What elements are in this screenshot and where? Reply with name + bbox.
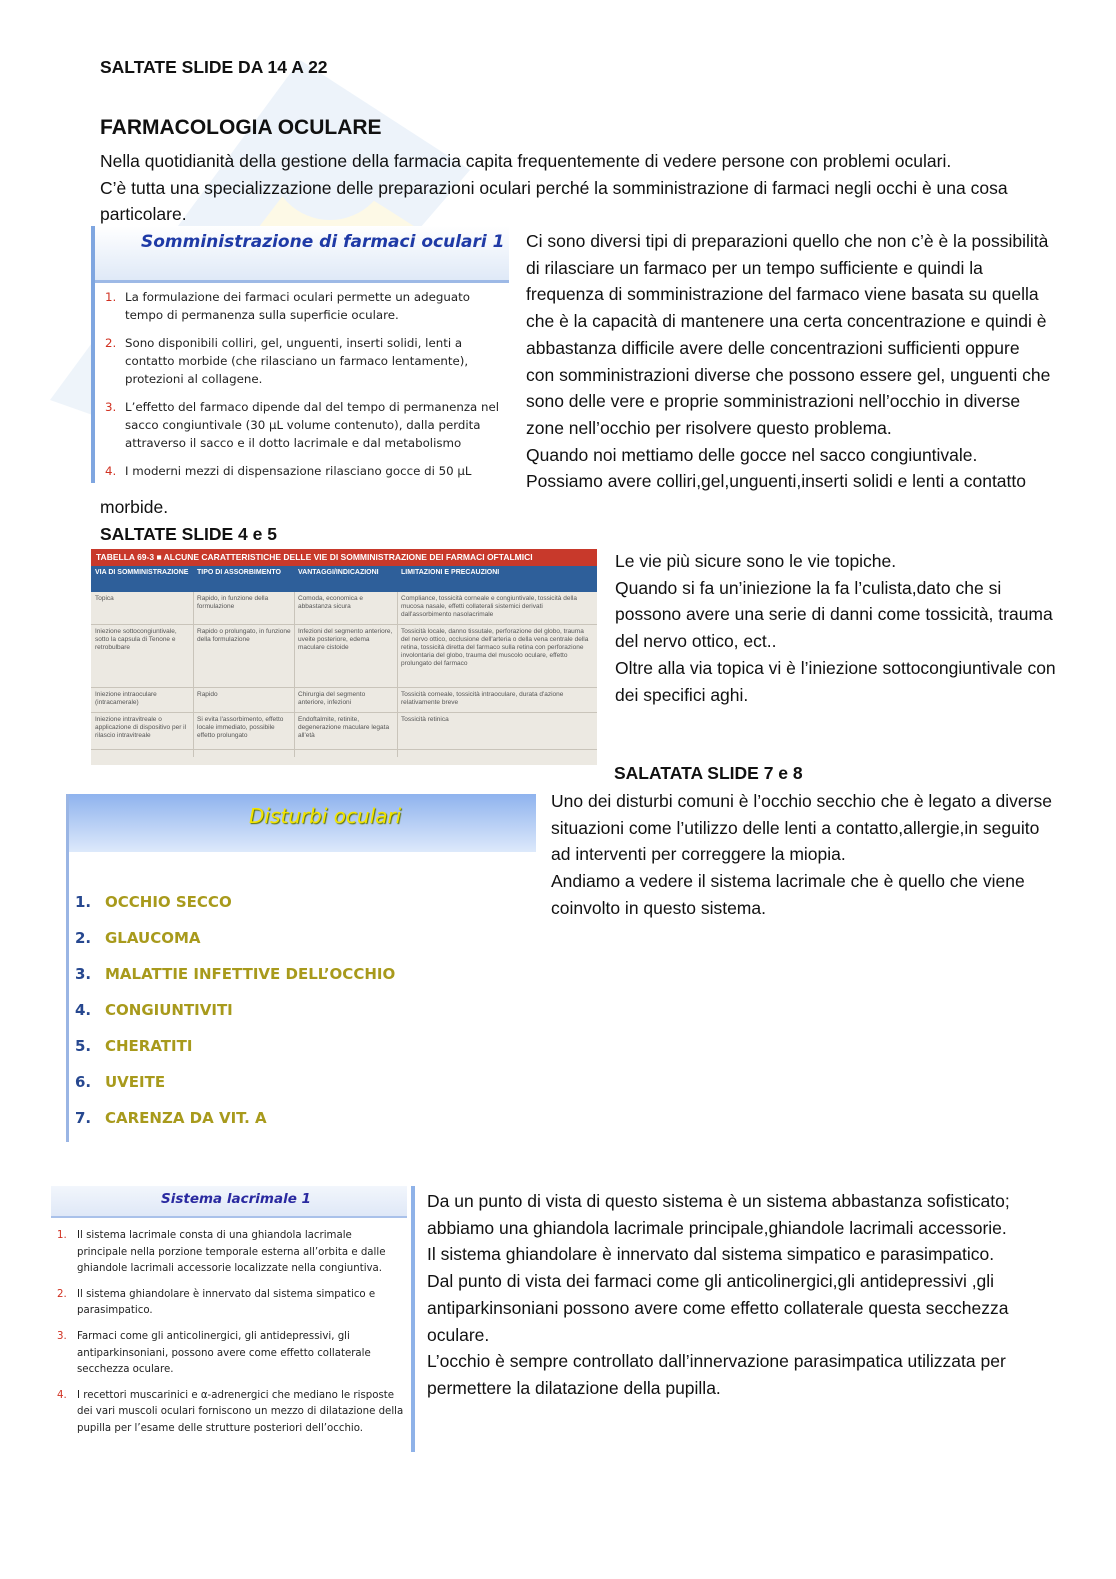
intro-line: particolare. [100,204,187,225]
slide-bullet-list [55,1228,405,1447]
list-item: 3. MALATTIE INFETTIVE DELL’OCCHIO [75,965,396,983]
slide-header [51,1186,407,1218]
text-line: dei specifici aghi. [615,684,749,705]
text-line: L’occhio è sempre controllato dall’innervazione parasimpatica utilizzata per [427,1351,1006,1372]
paragraph-tail: morbide. [100,497,169,517]
paragraph-preparazioni [526,228,1050,495]
text-line: del nervo ottico, ect.. [615,631,777,652]
list-item: 1. OCCHIO SECCO [75,893,232,911]
list-item: 4. CONGIUNTIVITI [75,1001,233,1019]
slide-title: Disturbi oculari [249,804,402,828]
text-line: Le vie più sicure sono le vie topiche. [615,551,897,571]
slide-title: Somministrazione di farmaci oculari 1 [141,232,505,252]
slide-bullet: 3. L’effetto del farmaco dipende dal del tempo di permanenza nel sacco congiuntivale (30 µL volume contenuto), dalla perdita attraverso il sacco e il dotto lacrimale e dal metabolismo [105,400,500,450]
table-header-cell: TIPO DI ASSORBIMENTO [197,569,282,576]
table-header [91,566,597,592]
paragraph-vie [615,548,1056,708]
slide-header [69,794,536,852]
text-line: Ci sono diversi tipi di preparazioni quello che non c’è è la possibilità [526,231,1049,251]
list-item: 6. UVEITE [75,1073,166,1091]
text-line: Dal punto di vista dei farmaci come gli anticolinergici,gli antidepressivi ,gli [427,1271,995,1292]
text-line: oculare. [427,1324,490,1345]
table-row: Iniezione sottocongiuntivale, sotto la capsula di Tenone e retrobulbare Rapido o prolungato, in funzione della formulazione Infezioni del segmento anteriore, uveite posteriore, edema maculare cistoide Tossicità locale, danno tissutale, perforazione del globo, trauma del nervo ottico, occlusione dell'arteria o della vena centrale della retina, tossicità diretta del farmaco sulla retina con perforazione involontaria del globo, trauma del muscolo oculare, effetto prolungato del farmaco [91,625,597,688]
page-title: FARMACOLOGIA OCULARE [100,116,382,139]
slide-bullet: 4. I moderni mezzi di dispensazione rilasciano gocce di 50 µL [105,464,472,478]
list-item: 5. CHERATITI [75,1037,193,1055]
text-line: situazioni come l’utilizzo delle lenti a contatto,allergie,in seguito [551,817,1040,838]
text-line: sono delle vere e proprie somministrazioni nell’occhio in diverse [526,391,1021,412]
list-item: 7. CARENZA DA VIT. A [75,1109,267,1127]
text-line: Uno dei disturbi comuni è l’occhio secchio che è legato a diverse [551,791,1052,811]
disturbi-list [75,884,395,1136]
text-line: Il sistema ghiandolare è innervato dal sistema simpatico e parasimpatico. [427,1244,995,1265]
table-row: Iniezione intraoculare (intracamerale) Rapido Chirurgia del segmento anteriore, infezioni Tossicità corneale, tossicità intraoculare, durata d'azione relativamente breve [91,688,597,713]
text-line: con somministrazioni diverse che possono essere gel, unguenti che [526,364,1051,385]
table-header-cell: VIA DI SOMMINISTRAZIONE [95,569,189,576]
text-line: abbastanza difficile avere delle concentrazioni sufficienti oppure [526,337,1020,358]
slide-title: Sistema lacrimale 1 [161,1191,311,1207]
slide-sistema-lacrimale-image [51,1186,415,1452]
slide-disturbi-image [66,794,536,1142]
paragraph-disturbi [551,788,1052,922]
slide-bullet: 2. Il sistema ghiandolare è innervato dal sistema simpatico e parasimpatico. [57,1288,376,1317]
text-line: frequenza di somministrazione del farmaco viene basata su quella [526,284,1039,305]
intro-line: Nella quotidianità della gestione della farmacia capita frequentemente di vedere persone con problemi oculari. [100,151,952,171]
slide-header [95,226,509,283]
text-line: Quando si fa un’iniezione la fa l’culista,dato che si [615,577,1002,598]
text-line: di rilasciare un farmaco per un tempo sufficiente e quindi la [526,257,983,278]
intro-line: C’è tutta una specializzazione delle preparazioni oculari perché la somministrazione di farmaci negli occhi è una cosa [100,177,1008,198]
slide-somministrazione-image [91,226,513,483]
text-line: zone nell’occhio per risolvere questo problema. [526,417,892,438]
text-line: permettere la dilatazione della pupilla. [427,1377,721,1398]
skipped-slides-note: SALTATE SLIDE DA 14 A 22 [100,57,328,77]
paragraph-sistema [427,1188,1010,1402]
text-line: abbiamo una ghiandola lacrimale principale,ghiandole lacrimali accessorie. [427,1217,1007,1238]
slide-bullet: 1. La formulazione dei farmaci oculari permette un adeguato tempo di permanenza sulla superficie oculare. [105,290,470,322]
text-line: coinvolto in questo sistema. [551,897,766,918]
table-title: TABELLA 69-3 ■ ALCUNE CARATTERISTICHE DELLE VIE DI SOMMINISTRAZIONE DEI FARMACI OFTALMICI [91,549,597,566]
slide-table-image [91,549,597,765]
text-line: che è la capacità di mantenere una certa concentrazione e quindi è [526,311,1047,332]
text-line: Da un punto di vista di questo sistema è un sistema abbastanza sofisticato; [427,1191,1010,1211]
text-line: Oltre alla via topica vi è l’iniezione sottocongiuntivale con [615,657,1056,678]
text-line: Quando noi mettiamo delle gocce nel sacco congiuntivale. [526,444,978,465]
skipped-slides-note: SALTATE SLIDE 4 e 5 [100,524,277,544]
intro-paragraph [100,148,1008,228]
table-header-cell: VANTAGGI/INDICAZIONI [298,569,379,576]
slide-bullet-list [103,288,503,483]
table-header-cell: LIMITAZIONI E PRECAUZIONI [401,569,500,576]
table-row: Iniezione intravitreale o applicazione di dispositivo per il rilascio intravitreale Si evita l'assorbimento, effetto locale immediato, possibile effetto prolungato Endoftalmite, retinite, degenerazione maculare legata all'età Tossicità retinica [91,713,597,750]
list-item: 2. GLAUCOMA [75,929,201,947]
table-row: Topica Rapido, in funzione della formulazione Comoda, economica e abbastanza sicura Compliance, tossicità corneale e congiuntivale, tossicità della mucosa nasale, effetti collaterali sistemici derivati dall'assorbimento nasolacrimale [91,592,597,625]
slide-bullet: 3. Farmaci come gli anticolinergici, gli antidepressivi, gli antiparkinsoniani, possono avere come effetto collaterale secchezza oculare. [57,1330,371,1376]
text-line: ad interventi per correggere la miopia. [551,844,846,865]
slide-bullet: 1. Il sistema lacrimale consta di una ghiandola lacrimale principale nella porzione temporale esterna all’orbita e dalle ghiandole lacrimali accessorie localizzate nella congiuntiva. [57,1230,386,1275]
text-line: Possiamo avere colliri,gel,unguenti,inserti solidi e lenti a contatto [526,471,1026,492]
text-line: Andiamo a vedere il sistema lacrimale che è quello che viene [551,871,1025,892]
skipped-slides-note: SALATATA SLIDE 7 e 8 [614,763,803,783]
slide-bullet: 2. Sono disponibili colliri, gel, unguenti, inserti solidi, lenti a contatto morbide (che rilasciano un farmaco lentamente), protezioni al collagene. [105,336,469,386]
slide-bullet: 4. I recettori muscarinici e α-adrenergici che mediano le risposte dei vari muscoli oculari forniscono un mezzo di dilatazione della pupilla per l’esame delle strutture posteriori dell’occhio. [57,1389,404,1434]
text-line: antiparkinsoniani possono avere come effetto collaterale questa secchezza [427,1297,1009,1318]
text-line: possono avere una serie di danni come tossicità, trauma [615,604,1053,625]
